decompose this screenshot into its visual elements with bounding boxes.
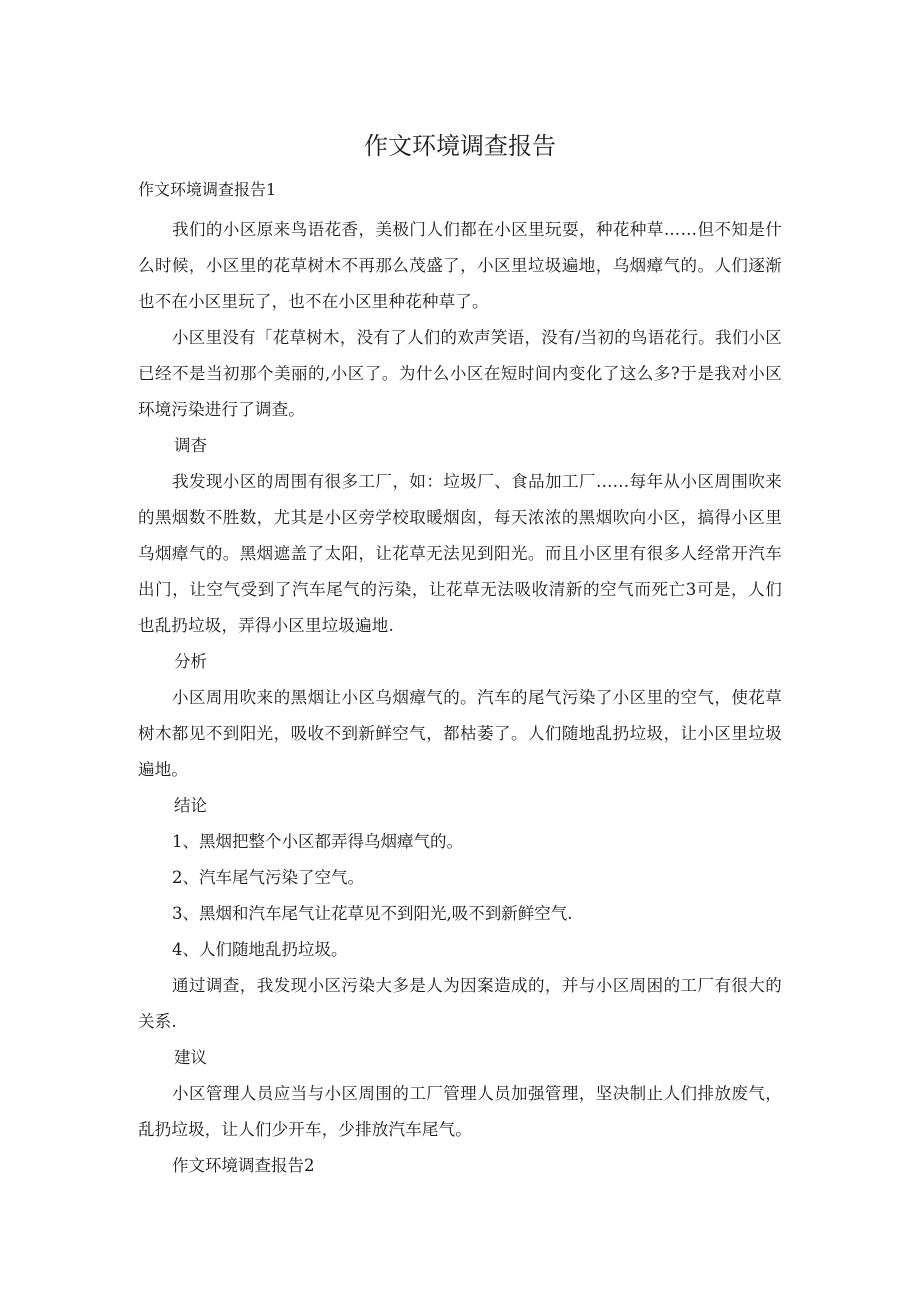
conclusion-item: 2、汽车尾气污染了空气。 xyxy=(172,868,364,887)
intro-paragraph-2: 小区里没有「花草树木，没有了人们的欢声笑语，没有/当初的鸟语花行。我们小区已经不是当初那个美丽的,小区了。为什么小区在短时间内变化了这么多?于是我对小区环境污染进行了调查。 xyxy=(138,328,782,419)
section-analysis-heading: 分析 xyxy=(174,652,207,671)
document-page xyxy=(138,128,782,1184)
section-conclusion-heading: 结论 xyxy=(174,796,207,815)
section-suggestion-heading: 建议 xyxy=(174,1048,207,1067)
conclusion-item: 3、黑烟和汽车尾气让花草见不到阳光,吸不到新鲜空气. xyxy=(172,904,573,923)
conclusion-paragraph: 通过调查，我发现小区污染大多是人为因案造成的，并与小区周困的工厂有很大的关系. xyxy=(138,976,782,1031)
survey-paragraph: 我发现小区的周围有很多工厂，如：垃圾厂、食品加工厂……每年从小区周围吹来的黑烟数不胜数，尤其是小区旁学校取暖烟囱，每天浓浓的黑烟吹向小区，搞得小区里乌烟瘴气的。黑烟遮盖了太阳，让花草无法见到阳光。而且小区里有很多人经常开汽车出门，让空气受到了汽车尾气的污染，让花草无法吸收清新的空气而死亡3可是，人们也乱扔垃圾，弄得小区里垃圾遍地. xyxy=(138,472,782,635)
analysis-paragraph: 小区周用吹来的黑烟让小区乌烟瘴气的。汽车的尾气污染了小区里的空气，使花草树木都见不到阳光，吸收不到新鲜空气，都枯萎了。人们随地乱扔垃圾，让小区里垃圾遍地。 xyxy=(138,688,782,779)
conclusion-item: 4、人们随地乱扔垃圾。 xyxy=(172,940,348,959)
intro-paragraph-1: 我们的小区原来鸟语花香，美极门人们都在小区里玩耍，种花种草……但不知是什么时候，小区里的花草树木不再那么茂盛了，小区里垃圾遍地，乌烟瘴气的。人们逐渐也不在小区里玩了，也不在小区里种花种草了。 xyxy=(138,220,782,311)
report-1-heading: 作文环境调查报告1 xyxy=(138,180,277,199)
report-2-heading: 作文环境调查报告2 xyxy=(172,1156,315,1175)
section-survey-heading: 调杳 xyxy=(174,436,207,455)
suggestion-paragraph: 小区管理人员应当与小区周围的工厂管理人员加强管理，坚决制止人们排放废气，乱扔垃圾，让人们少开车，少排放汽车尾气。 xyxy=(138,1084,782,1139)
conclusion-item: 1、黑烟把整个小区都弄得乌烟瘴气的。 xyxy=(172,832,463,851)
document-title: 作文环境调查报告 xyxy=(364,132,556,160)
